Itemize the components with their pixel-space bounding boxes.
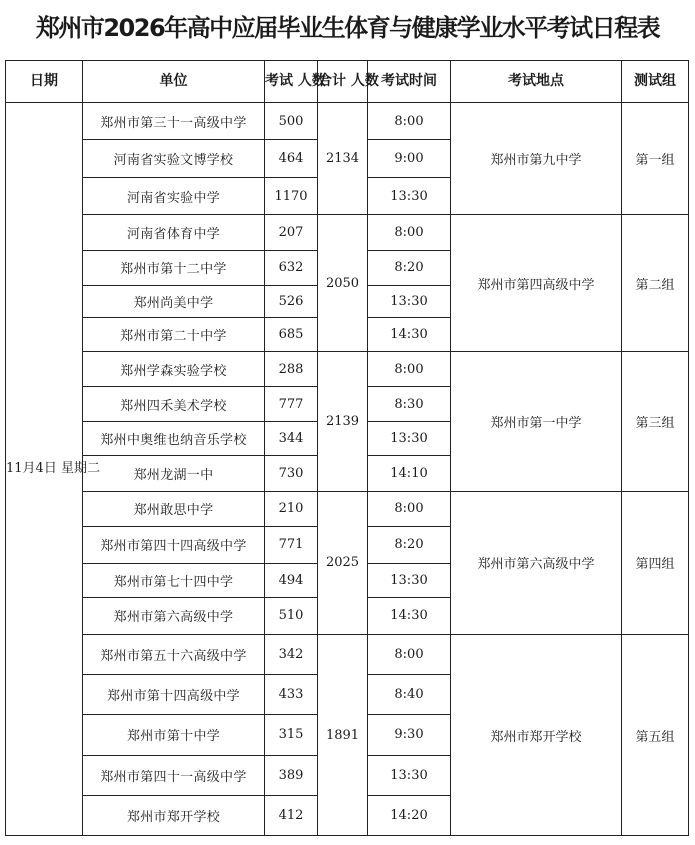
time-cell: 13:30 bbox=[368, 285, 451, 317]
count-cell: 500 bbox=[265, 103, 318, 140]
time-cell: 8:20 bbox=[368, 250, 451, 285]
table-row bbox=[6, 103, 689, 140]
count-cell: 526 bbox=[265, 285, 318, 317]
count-cell: 510 bbox=[265, 597, 318, 634]
time-cell: 8:40 bbox=[368, 675, 451, 715]
count-cell: 207 bbox=[265, 215, 318, 250]
table-row bbox=[6, 351, 689, 386]
group-cell: 第二组 bbox=[622, 215, 689, 352]
count-cell: 771 bbox=[265, 526, 318, 563]
table-row bbox=[6, 491, 689, 526]
venue-cell: 郑州市第九中学 bbox=[451, 103, 622, 215]
time-cell: 14:10 bbox=[368, 456, 451, 491]
time-cell: 14:30 bbox=[368, 317, 451, 351]
unit-cell: 郑州市第六高级中学 bbox=[83, 597, 265, 634]
unit-cell: 郑州市第七十四中学 bbox=[83, 563, 265, 597]
count-cell: 730 bbox=[265, 456, 318, 491]
unit-cell: 郑州市第二十中学 bbox=[83, 317, 265, 351]
time-cell: 8:00 bbox=[368, 635, 451, 675]
time-cell: 8:00 bbox=[368, 215, 451, 250]
total-cell: 2139 bbox=[318, 351, 368, 491]
group-cell: 第四组 bbox=[622, 491, 689, 635]
count-cell: 210 bbox=[265, 491, 318, 526]
group-cell: 第三组 bbox=[622, 351, 689, 491]
unit-cell: 郑州龙湖一中 bbox=[83, 456, 265, 491]
date-cell: 11月4日 星期二 bbox=[6, 103, 83, 836]
table-row bbox=[6, 215, 689, 250]
header-count: 考试 人数 bbox=[265, 61, 318, 103]
unit-cell: 郑州中奥维也纳音乐学校 bbox=[83, 422, 265, 456]
unit-cell: 河南省实验中学 bbox=[83, 178, 265, 215]
unit-cell: 郑州市第十四高级中学 bbox=[83, 675, 265, 715]
total-cell: 1891 bbox=[318, 635, 368, 836]
header-time: 考试时间 bbox=[368, 61, 451, 103]
venue-cell: 郑州市第四高级中学 bbox=[451, 215, 622, 352]
count-cell: 464 bbox=[265, 140, 318, 178]
count-cell: 389 bbox=[265, 755, 318, 795]
header-group: 测试组 bbox=[622, 61, 689, 103]
time-cell: 8:00 bbox=[368, 103, 451, 140]
total-cell: 2025 bbox=[318, 491, 368, 635]
unit-cell: 郑州市郑开学校 bbox=[83, 795, 265, 835]
unit-cell: 郑州市第三十一高级中学 bbox=[83, 103, 265, 140]
count-cell: 632 bbox=[265, 250, 318, 285]
group-cell: 第一组 bbox=[622, 103, 689, 215]
venue-cell: 郑州市第一中学 bbox=[451, 351, 622, 491]
time-cell: 8:20 bbox=[368, 526, 451, 563]
count-cell: 1170 bbox=[265, 178, 318, 215]
header-total: 合计 人数 bbox=[318, 61, 368, 103]
header-unit: 单位 bbox=[83, 61, 265, 103]
time-cell: 14:20 bbox=[368, 795, 451, 835]
unit-cell: 郑州市第四十四高级中学 bbox=[83, 526, 265, 563]
time-cell: 14:30 bbox=[368, 597, 451, 634]
time-cell: 8:00 bbox=[368, 351, 451, 386]
count-cell: 288 bbox=[265, 351, 318, 386]
table-row bbox=[6, 635, 689, 675]
group-cell: 第五组 bbox=[622, 635, 689, 836]
unit-cell: 河南省实验文博学校 bbox=[83, 140, 265, 178]
unit-cell: 郑州市第十中学 bbox=[83, 715, 265, 755]
time-cell: 13:30 bbox=[368, 422, 451, 456]
time-cell: 9:30 bbox=[368, 715, 451, 755]
time-cell: 13:30 bbox=[368, 755, 451, 795]
unit-cell: 郑州市第十二中学 bbox=[83, 250, 265, 285]
unit-cell: 郑州敢思中学 bbox=[83, 491, 265, 526]
venue-cell: 郑州市郑开学校 bbox=[451, 635, 622, 836]
total-cell: 2050 bbox=[318, 215, 368, 352]
page-title: 郑州市2026年高中应届毕业生体育与健康学业水平考试日程表 bbox=[35, 14, 660, 42]
count-cell: 315 bbox=[265, 715, 318, 755]
time-cell: 9:00 bbox=[368, 140, 451, 178]
header-row bbox=[6, 61, 689, 103]
time-cell: 8:30 bbox=[368, 387, 451, 422]
header-venue: 考试地点 bbox=[451, 61, 622, 103]
unit-cell: 郑州四禾美术学校 bbox=[83, 387, 265, 422]
count-cell: 685 bbox=[265, 317, 318, 351]
unit-cell: 郑州尚美中学 bbox=[83, 285, 265, 317]
total-cell: 2134 bbox=[318, 103, 368, 215]
time-cell: 13:30 bbox=[368, 178, 451, 215]
unit-cell: 郑州市第四十一高级中学 bbox=[83, 755, 265, 795]
time-cell: 8:00 bbox=[368, 491, 451, 526]
header-date: 日期 bbox=[6, 61, 83, 103]
unit-cell: 郑州学森实验学校 bbox=[83, 351, 265, 386]
count-cell: 433 bbox=[265, 675, 318, 715]
count-cell: 777 bbox=[265, 387, 318, 422]
unit-cell: 郑州市第五十六高级中学 bbox=[83, 635, 265, 675]
schedule-table bbox=[5, 60, 689, 836]
venue-cell: 郑州市第六高级中学 bbox=[451, 491, 622, 635]
time-cell: 13:30 bbox=[368, 563, 451, 597]
count-cell: 342 bbox=[265, 635, 318, 675]
count-cell: 494 bbox=[265, 563, 318, 597]
count-cell: 344 bbox=[265, 422, 318, 456]
schedule-body bbox=[6, 103, 689, 836]
count-cell: 412 bbox=[265, 795, 318, 835]
unit-cell: 河南省体育中学 bbox=[83, 215, 265, 250]
